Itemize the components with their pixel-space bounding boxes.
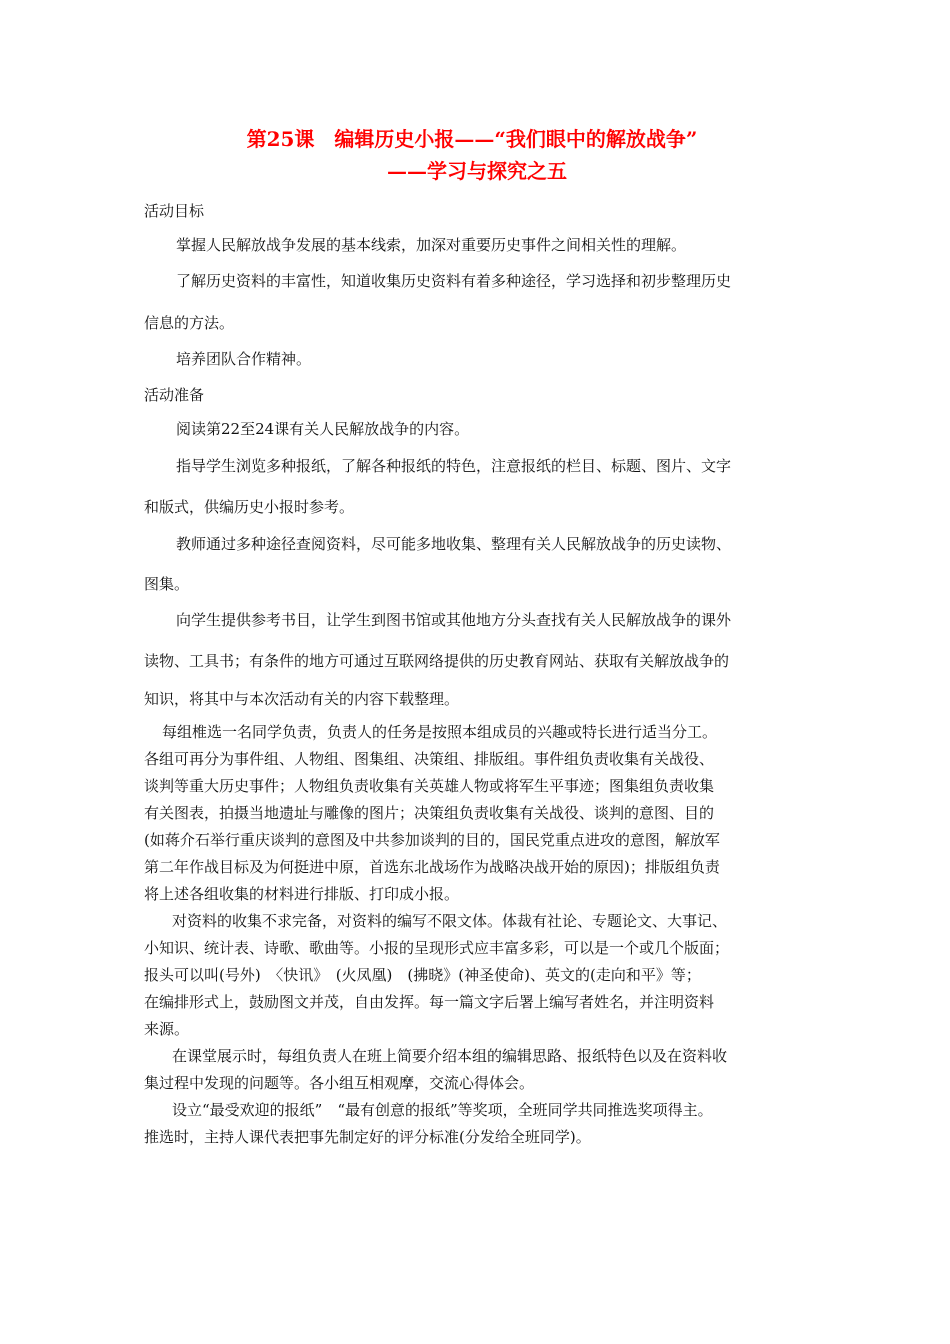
paragraph-line: 谈判等重大历史事件；人物组负责收集有关英雄人物或将军生平事迹；图集组负责收集 (144, 777, 715, 795)
paragraph-line: 图集。 (144, 575, 190, 593)
lesson-subtitle: ——学习与探究之五 (387, 159, 567, 183)
paragraph-line: 设立“最受欢迎的报纸” “最有创意的报纸”等奖项，全班同学共同推选奖项得主。 (172, 1101, 713, 1119)
paragraph-line: 教师通过多种途径查阅资料，尽可能多地收集、整理有关人民解放战争的历史读物、 (176, 535, 732, 553)
section-heading-prep: 活动准备 (144, 386, 205, 404)
paragraph-line: 小知识、统计表、诗歌、歌曲等。小报的呈现形式应丰富多彩，可以是一个或几个版面； (144, 939, 730, 957)
paragraph-line: 对资料的收集不求完备，对资料的编写不限文体。体裁有社论、专题论文、大事记、 (172, 912, 728, 930)
paragraph-line: 有关图表，拍摄当地遗址与雕像的图片；决策组负责收集有关战役、谈判的意图、目的 (144, 804, 715, 822)
paragraph-line: 和版式，供编历史小报时参考。 (144, 498, 355, 516)
paragraph-line: 读物、工具书；有条件的地方可通过互联网络提供的历史教育网站、获取有关解放战争的 (144, 652, 730, 670)
paragraph-line: 信息的方法。 (144, 314, 235, 332)
paragraph-line: 知识，将其中与本次活动有关的内容下载整理。 (144, 690, 460, 708)
paragraph-line: 推选时，主持人课代表把事先制定好的评分标准(分发给全班同学)。 (144, 1128, 591, 1146)
paragraph-line: 将上述各组收集的材料进行排版、打印成小报。 (144, 885, 460, 903)
paragraph-line: (如蒋介石举行重庆谈判的意图及中共参加谈判的目的，国民党重点进攻的意图，解放军 (144, 831, 720, 849)
paragraph-line: 各组可再分为事件组、人物组、图集组、决策组、排版组。事件组负责收集有关战役、 (144, 750, 715, 768)
paragraph-line: 报头可以叫(号外) 〈快讯》 (火凤凰) (拂晓》(神圣使命)、英文的(走向和平》等； (144, 966, 701, 984)
section-heading-goals: 活动目标 (144, 202, 205, 220)
paragraph-line: 掌握人民解放战争发展的基本线索，加深对重要历史事件之间相关性的理解。 (176, 236, 687, 254)
paragraph-line: 在编排形式上，鼓励图文并茂，自由发挥。每一篇文字后署上编写者姓名，并注明资料 (144, 993, 715, 1011)
paragraph-line: 指导学生浏览多种报纸，了解各种报纸的特色，注意报纸的栏目、标题、图片、文字 (176, 457, 732, 475)
lesson-title: 第25课 编辑历史小报——“我们眼中的解放战争” (246, 127, 698, 151)
paragraph-line: 每组椎选一名同学负责，负责人的任务是按照本组成员的兴趣或特长进行适当分工。 (162, 723, 718, 741)
paragraph-line: 在课堂展示时，每组负责人在班上简要介绍本组的编辑思路、报纸特色以及在资料收 (172, 1047, 728, 1065)
paragraph-line: 第二年作战目标及为何挺进中原，首选东北战场作为战略决战开始的原因)；排版组负责 (144, 858, 720, 876)
paragraph-line: 阅读第22至24课有关人民解放战争的内容。 (176, 420, 470, 438)
paragraph-line: 集过程中发现的问题等。各小组互相观摩，交流心得体会。 (144, 1074, 535, 1092)
paragraph-line: 向学生提供参考书目，让学生到图书馆或其他地方分头查找有关人民解放战争的课外 (176, 611, 732, 629)
paragraph-line: 培养团队合作精神。 (176, 350, 312, 368)
paragraph-line: 了解历史资料的丰富性，知道收集历史资料有着多种途径，学习选择和初步整理历史 (176, 272, 732, 290)
paragraph-line: 来源。 (144, 1020, 190, 1038)
